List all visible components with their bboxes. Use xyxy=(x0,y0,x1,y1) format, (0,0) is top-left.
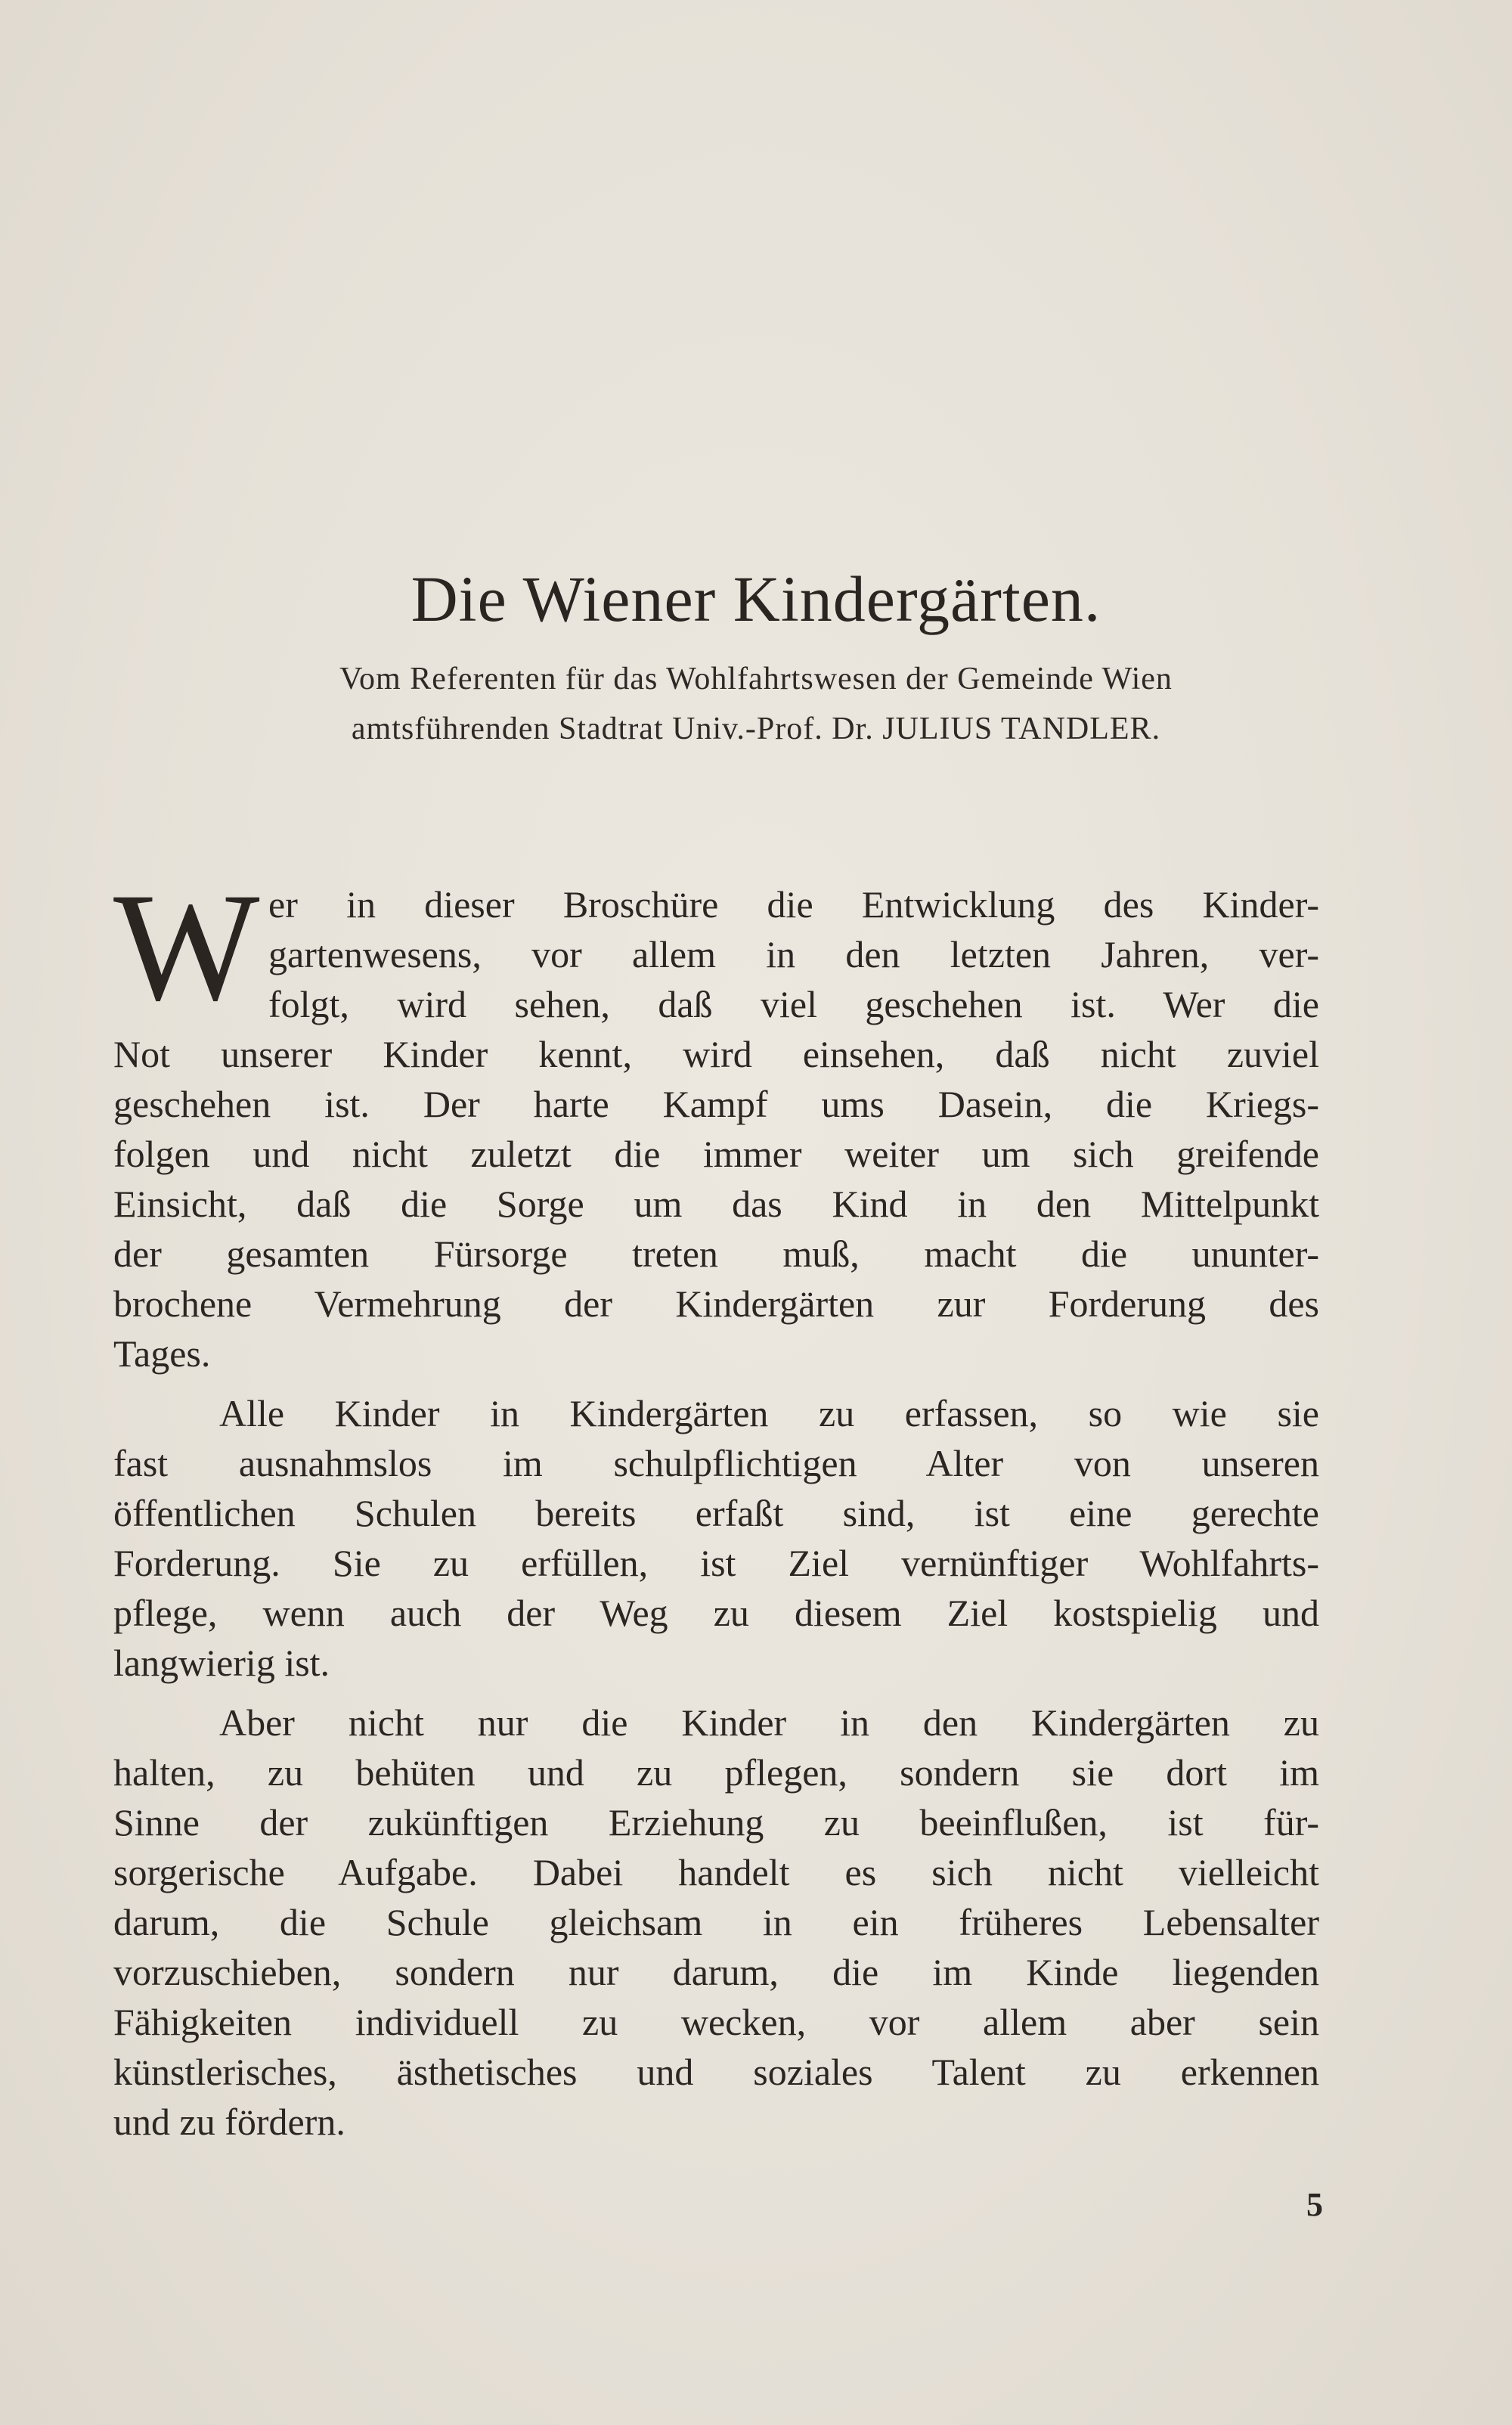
text-line: und zu fördern. xyxy=(113,2101,345,2143)
text-line: folgen und nicht zuletzt die immer weiter um sich greifende xyxy=(113,1133,1319,1175)
text-line: Aber nicht nur die Kinder in den Kindergärten zu xyxy=(219,1701,1319,1744)
text-line: vorzuschieben, sondern nur darum, die im Kinde liegenden xyxy=(113,1951,1319,1993)
text-line: pflege, wenn auch der Weg zu diesem Ziel kostspielig und xyxy=(113,1592,1319,1634)
text-line: geschehen ist. Der harte Kampf ums Dasein, die Kriegs- xyxy=(113,1083,1319,1125)
text-line: Forderung. Sie zu erfüllen, ist Ziel vernünftiger Wohlfahrts- xyxy=(113,1542,1319,1584)
text-line: Tages. xyxy=(113,1332,211,1375)
text-line: er in dieser Broschüre die Entwicklung des Kinder- xyxy=(268,883,1319,926)
text-line: darum, die Schule gleichsam in ein früheres Lebensalter xyxy=(113,1901,1319,1943)
subtitle-line-2: amtsführenden Stadtrat Univ.-Prof. Dr. JULIUS TANDLER. xyxy=(351,712,1161,746)
text-line: öffentlichen Schulen bereits erfaßt sind, ist eine gerechte xyxy=(113,1492,1319,1534)
page-number: 5 xyxy=(1306,2186,1323,2223)
text-line: Einsicht, daß die Sorge um das Kind in den Mittelpunkt xyxy=(113,1183,1319,1225)
text-line: Alle Kinder in Kindergärten zu erfassen, so wie sie xyxy=(219,1392,1319,1434)
subtitle-line-1: Vom Referenten für das Wohlfahrtswesen der Gemeinde Wien xyxy=(339,662,1173,696)
text-line: Not unserer Kinder kennt, wird einsehen, daß nicht zuviel xyxy=(113,1033,1319,1075)
text-line: sorgerische Aufgabe. Dabei handelt es sich nicht vielleicht xyxy=(113,1851,1319,1893)
text-line: gartenwesens, vor allem in den letzten Jahren, ver- xyxy=(268,933,1319,975)
text-line: der gesamten Fürsorge treten muß, macht die ununter- xyxy=(113,1233,1319,1275)
page-title: Die Wiener Kindergärten. xyxy=(411,563,1101,635)
text-line: Sinne der zukünftigen Erziehung zu beeinflußen, ist für- xyxy=(113,1801,1319,1844)
text-line: folgt, wird sehen, daß viel geschehen ist. Wer die xyxy=(268,983,1319,1025)
text-line: halten, zu behüten und zu pflegen, sondern sie dort im xyxy=(113,1751,1319,1794)
drop-cap: W xyxy=(113,861,260,1033)
text-line: Fähigkeiten individuell zu wecken, vor allem aber sein xyxy=(113,2001,1319,2043)
text-line: langwierig ist. xyxy=(113,1642,330,1684)
text-line: fast ausnahmslos im schulpflichtigen Alter von unseren xyxy=(113,1442,1319,1484)
text-line: künstlerisches, ästhetisches und soziales Talent zu erkennen xyxy=(113,2051,1319,2093)
text-line: brochene Vermehrung der Kindergärten zur Forderung des xyxy=(113,1282,1319,1325)
